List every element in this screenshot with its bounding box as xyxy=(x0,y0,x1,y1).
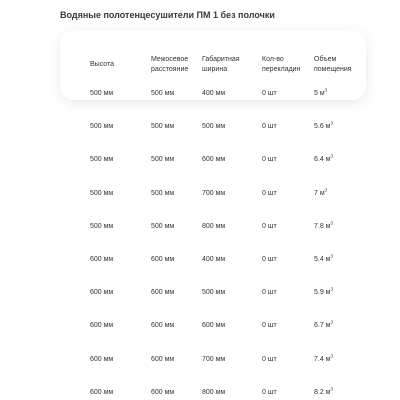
cell-center: 600 мм xyxy=(151,355,175,363)
volume-unit-superscript: 3 xyxy=(330,320,334,326)
cell-width: 800 мм xyxy=(202,388,226,396)
cell-volume: 5.4 $м^3$ xyxy=(314,253,334,263)
cell-height: 600 мм xyxy=(90,355,114,363)
cell-height: 500 мм xyxy=(90,222,114,230)
cell-volume: 5.6 $м^3$ xyxy=(314,120,334,131)
cell-volume: 6.4 $м^3$ xyxy=(314,154,334,164)
cell-center: 500 мм xyxy=(151,189,175,197)
header-center-distance: Межосевое расстояние xyxy=(151,56,189,73)
cell-width: 800 мм xyxy=(202,222,226,230)
cell-center: 500 мм xyxy=(151,222,175,230)
cell-bars: 0 шт xyxy=(262,222,277,230)
cell-center: 600 мм xyxy=(151,289,175,297)
cell-volume: 7 $м^3$ xyxy=(314,187,328,197)
cell-center: 600 мм xyxy=(151,256,175,263)
cell-center: 500 мм xyxy=(151,90,175,97)
volume-unit-superscript: 3 xyxy=(324,87,328,93)
volume-unit-superscript: 3 xyxy=(330,120,334,126)
cell-height: 500 мм xyxy=(90,123,114,131)
cell-volume: 5.9 $м^3$ xyxy=(314,286,334,297)
cell-width: 400 мм xyxy=(202,90,226,97)
table-row xyxy=(0,221,400,233)
table-row xyxy=(0,387,400,399)
table-row xyxy=(0,287,400,299)
cell-width: 700 мм xyxy=(202,355,226,363)
cell-width: 500 мм xyxy=(202,289,226,297)
volume-unit-superscript: 3 xyxy=(330,286,334,292)
cell-volume: 6.7 $м^3$ xyxy=(314,320,334,330)
cell-bars: 0 шт xyxy=(262,322,277,330)
volume-unit-superscript: 3 xyxy=(330,386,334,392)
cell-height: 500 мм xyxy=(90,90,114,97)
cell-bars: 0 шт xyxy=(262,256,277,263)
cell-center: 500 мм xyxy=(151,123,175,131)
cell-width: 600 мм xyxy=(202,322,226,330)
cell-center: 600 мм xyxy=(151,388,175,396)
volume-unit-superscript: 3 xyxy=(330,353,334,359)
cell-center: 500 мм xyxy=(151,156,175,164)
table-row xyxy=(0,121,400,133)
volume-unit-superscript: 3 xyxy=(330,253,334,259)
cell-volume: 5 $м^3$ xyxy=(314,87,328,97)
header-height: Высота xyxy=(90,61,115,68)
volume-unit-superscript: 3 xyxy=(330,154,334,160)
cell-bars: 0 шт xyxy=(262,289,277,297)
table-row xyxy=(0,154,400,166)
volume-unit-superscript: 3 xyxy=(324,187,328,193)
cell-bars: 0 шт xyxy=(262,355,277,363)
cell-bars: 0 шт xyxy=(262,90,277,97)
cell-width: 400 мм xyxy=(202,256,226,263)
table-row xyxy=(0,254,400,266)
table-row xyxy=(0,320,400,332)
cell-bars: 0 шт xyxy=(262,156,277,164)
table-row xyxy=(0,88,400,100)
cell-height: 600 мм xyxy=(90,388,114,396)
cell-height: 600 мм xyxy=(90,289,114,297)
cell-volume: 8.2 $м^3$ xyxy=(314,386,334,396)
cell-width: 600 мм xyxy=(202,156,226,164)
cell-volume: 7.4 $м^3$ xyxy=(314,353,334,363)
cell-height: 600 мм xyxy=(90,322,114,330)
cell-volume: 7.8 $м^3$ xyxy=(314,220,334,230)
header-overall-width: Габаритная ширина xyxy=(202,56,240,73)
table-title: Водяные полотенцесушители ПМ 1 без полочки xyxy=(60,10,275,20)
table-row xyxy=(0,354,400,366)
cell-bars: 0 шт xyxy=(262,189,277,197)
table-row xyxy=(0,188,400,200)
header-bar-count: Кол-во перекладин xyxy=(262,56,301,73)
header-room-volume: Объем помещения xyxy=(314,56,352,73)
cell-width: 500 мм xyxy=(202,123,226,131)
cell-height: 500 мм xyxy=(90,156,114,164)
cell-width: 700 мм xyxy=(202,189,226,197)
volume-unit-superscript: 3 xyxy=(330,220,334,226)
cell-height: 600 мм xyxy=(90,256,114,263)
cell-bars: 0 шт xyxy=(262,123,277,131)
cell-center: 600 мм xyxy=(151,322,175,330)
cell-bars: 0 шт xyxy=(262,388,277,396)
cell-height: 500 мм xyxy=(90,189,114,197)
